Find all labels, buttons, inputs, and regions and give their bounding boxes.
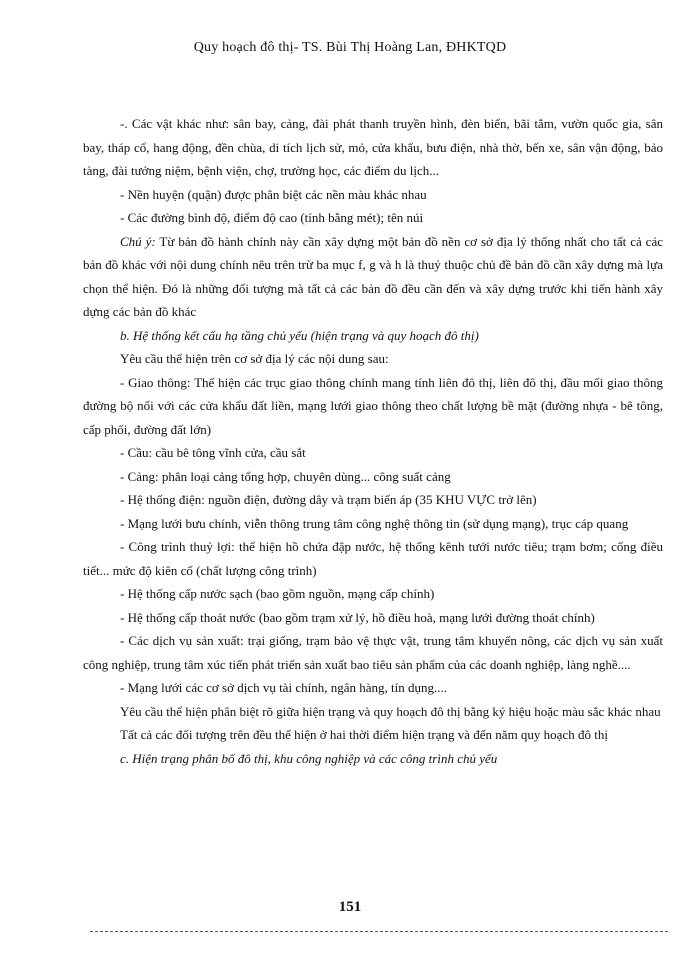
list-item-irrigation: - Công trình thuỷ lợi: thể hiện hồ chứa đập nước, hệ thống kênh tưới nước tiêu; trạm bơm; cống điều tiết... mức độ kiên cố (chất lượng công trình) (83, 539, 663, 578)
list-item-clean-water: - Hệ thống cấp nước sạch (bao gồm nguồn, mạng cấp chính) (120, 586, 435, 601)
paragraph-contour-lines: - Các đường bình độ, điểm độ cao (tính bằng mét); tên núi (120, 210, 424, 225)
list-item-production-services: - Các dịch vụ sản xuất: trại giống, trạm bảo vệ thực vật, trung tâm khuyến nông, các dịch vụ sản xuất công nghiệp, trung tâm xúc tiến phát triển sản xuất bao tiêu sản phẩm của các doanh nghiệp, làng nghề.... (83, 633, 663, 672)
page-number: 151 (338, 899, 362, 915)
list-item-ports: - Cảng: phân loại cảng tổng hợp, chuyên dùng... công suất cảng (120, 468, 451, 484)
section-heading-b: b. Hệ thống kết cấu hạ tầng chủ yếu (hiện trạng và quy hoạch đô thị) (120, 327, 479, 343)
paragraph-district-background: - Nền huyện (quận) được phân biệt các nền màu khác nhau (120, 186, 427, 202)
paragraph-time-points: Tất cả các đối tượng trên đều thể hiện ở hai thời điểm hiện trạng và đến năm quy hoạch đô thị (120, 727, 608, 742)
paragraph-requirements: Yêu cầu thể hiện trên cơ sở địa lý các nội dung sau: (120, 351, 389, 366)
body-text (83, 112, 663, 770)
note-text: Từ bản đồ hành chính này cần xây dựng một bản đồ nền cơ sở địa lý thống nhất cho tất cả các bản đồ khác với nội dung chính nêu trên trừ ba mục f, g và h là thuỷ thuộc chủ đề bản đồ cần xây dựng mà lựa chọn thể hiện. Đó là những đối tượng mà tất cả các bản đồ đều cần đến và xây dựng trước khi tiến hành xây dựng các bản đồ khác (83, 233, 663, 319)
list-item-power: - Hệ thống điện: nguồn điện, đường dây và trạm biến áp (35 KHU VỰC trở lên) (120, 492, 537, 507)
paragraph-distinguish: Yêu cầu thể hiện phân biệt rõ giữa hiện trạng và quy hoạch đô thị bằng ký hiệu hoặc màu sắc khác nhau (120, 703, 661, 719)
list-item-telecom: - Mạng lưới bưu chính, viễn thông trung tâm công nghệ thông tin (sử dụng mạng), trục cáp quang (120, 515, 629, 531)
section-heading-c: c. Hiện trạng phân bố đô thị, khu công nghiệp và các công trình chủ yếu (120, 750, 498, 766)
note-label: Chú ý: (120, 233, 156, 249)
list-item-drainage: - Hệ thống cấp thoát nước (bao gồm trạm xử lý, hồ điều hoà, mạng lưới đường thoát chính) (120, 609, 595, 625)
list-item-transport: - Giao thông: Thể hiện các trục giao thông chính mang tính liên đô thị, liên đô thị, đầu mối giao thông đường bộ nối với các cửa khẩu đất liền, mạng lưới giao thông theo chất lượng bề mặt (đường nhựa - bê tông, cấp phối, đường đất lớn) (83, 374, 663, 437)
paragraph-other-objects: -. Các vật khác như: sân bay, cảng, đài phát thanh truyền hình, đèn biển, bãi tắm, vườn quốc gia, sân bay, tháp cổ, hang động, đền chùa, di tích lịch sử, mỏ, cửa khẩu, bưu điện, nhà thờ, bến xe, sân vận động, bảo tàng, đài tưởng niệm, bệnh viện, chợ, trường học, các điểm du lịch... (83, 116, 663, 178)
list-item-bridges: - Cầu: cầu bê tông vĩnh cửa, cầu sắt (120, 445, 306, 460)
running-header: Quy hoạch đô thị- TS. Bùi Thị Hoàng Lan, ĐHKTQD (193, 40, 507, 55)
list-item-financial-services: - Mạng lưới các cơ sở dịch vụ tài chính, ngân hàng, tín dụng.... (120, 680, 447, 695)
footer-divider (90, 931, 668, 932)
paragraph-note (83, 230, 663, 324)
